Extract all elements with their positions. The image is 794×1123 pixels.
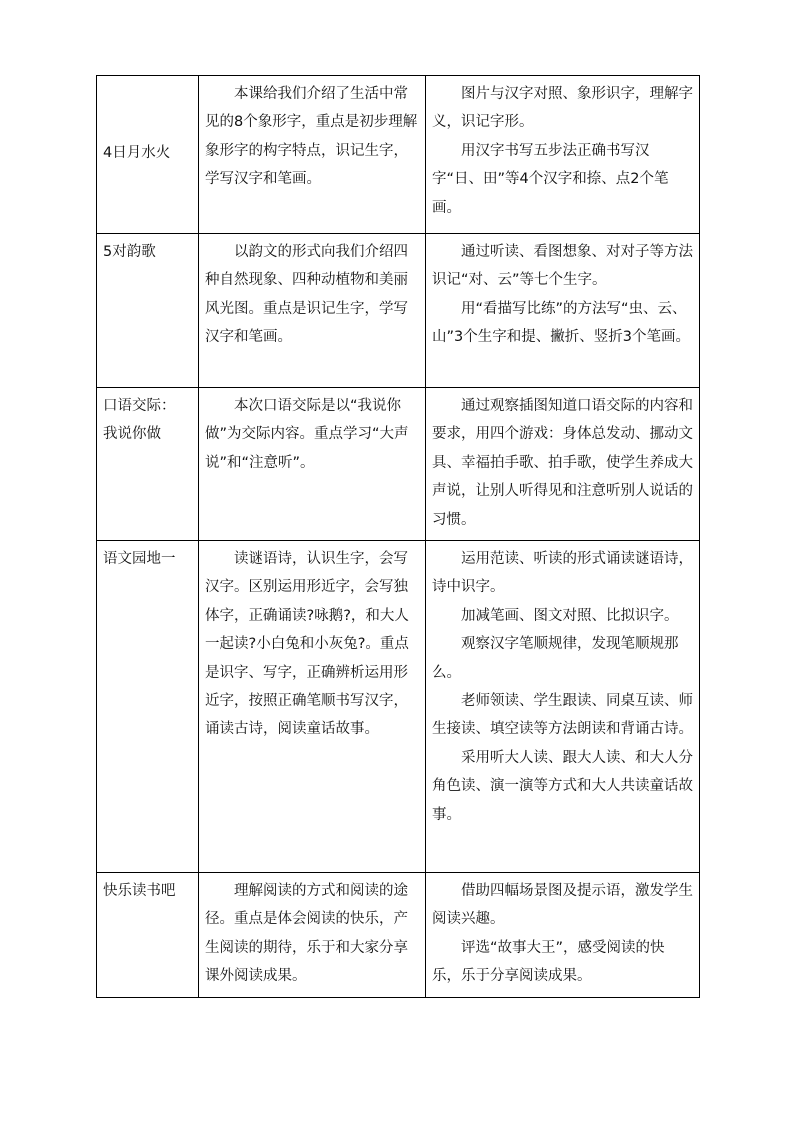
lesson-methods-cell bbox=[426, 873, 700, 998]
method-paragraph: 用“看描写比练”的方法写“虫、云、山”3个生字和提、撇折、竖折3个笔画。 bbox=[432, 300, 690, 346]
lesson-title: 5对韵歌 bbox=[103, 244, 156, 260]
lesson-title: 语文园地一 bbox=[103, 551, 176, 568]
lesson-methods-cell bbox=[426, 76, 700, 234]
lesson-summary-cell bbox=[199, 234, 426, 388]
method-paragraph: 加减笔画、图文对照、比拟识字。 bbox=[461, 607, 679, 624]
method-paragraph: 老师领读、学生跟读、同桌互读、师生接读、填空读等方法朗读和背诵古诗。 bbox=[432, 693, 693, 738]
lesson-summary: 本课给我们介绍了生活中常见的8个象形字，重点是初步理解象形字的构字特点，识记生字，学写汉字和笔画。 bbox=[205, 86, 418, 188]
table-row bbox=[97, 873, 700, 998]
lesson-summary-cell bbox=[199, 541, 426, 873]
method-paragraph: 评选“故事大王”，感受阅读的快乐，乐于分享阅读成果。 bbox=[432, 939, 665, 985]
lesson-title: 口语交际： bbox=[103, 398, 176, 414]
method-paragraph: 通过观察插图知道口语交际的内容和要求，用四个游戏：身体总发动、挪动文具、幸福拍手歌、拍手歌，使学生养成大声说，让别人听得见和注意听别人说话的习惯。 bbox=[432, 398, 693, 528]
lesson-title-cell bbox=[97, 388, 199, 541]
method-paragraph: 运用范读、听读的形式诵读谜语诗，诗中识字。 bbox=[432, 551, 693, 596]
lesson-title-cell bbox=[97, 873, 199, 998]
method-paragraph: 通过听读、看图想象、对对子等方法识记“对、云”等七个生字。 bbox=[432, 244, 693, 289]
table-row bbox=[97, 76, 700, 234]
lesson-title-cell bbox=[97, 234, 199, 388]
lesson-title: 4日月水火 bbox=[103, 145, 171, 162]
method-paragraph: 图片与汉字对照、象形识字，理解字义，识记字形。 bbox=[432, 86, 693, 131]
method-paragraph: 借助四幅场景图及提示语，激发学生阅读兴趣。 bbox=[432, 883, 693, 928]
table-row bbox=[97, 234, 700, 388]
lesson-methods-cell bbox=[426, 541, 700, 873]
method-paragraph: 观察汉字笔顺规律，发现笔顺规那么。 bbox=[432, 636, 679, 681]
lesson-summary-cell bbox=[199, 388, 426, 541]
lesson-summary: 以韵文的形式向我们介绍四种自然现象、四种动植物和美丽风光图。重点是识记生字，学写汉字和笔画。 bbox=[205, 244, 408, 346]
lesson-summary: 理解阅读的方式和阅读的途径。重点是体会阅读的快乐，产生阅读的期待，乐于和大家分享课外阅读成果。 bbox=[205, 883, 408, 985]
lesson-summary-cell bbox=[199, 76, 426, 234]
lesson-summary: 本次口语交际是以“我说你做”为交际内容。重点学习“大声说”和“注意听”。 bbox=[205, 398, 409, 471]
lesson-title-cell bbox=[97, 541, 199, 873]
lesson-plan-table bbox=[96, 75, 700, 998]
lesson-title: 快乐读书吧 bbox=[103, 883, 176, 900]
lesson-methods-cell bbox=[426, 234, 700, 388]
lesson-methods-cell bbox=[426, 388, 700, 541]
lesson-title: 我说你做 bbox=[103, 426, 161, 443]
method-paragraph: 采用听大人读、跟大人读、和大人分角色读、演一演等方式和大人共读童话故事。 bbox=[432, 749, 693, 823]
table-row bbox=[97, 541, 700, 873]
table-row bbox=[97, 388, 700, 541]
lesson-title-cell bbox=[97, 76, 199, 234]
lesson-summary-cell bbox=[199, 873, 426, 998]
lesson-summary: 读谜语诗，认识生字，会写汉字。区别运用形近字，会写独体字，正确诵读?咏鹅?，和大人一起读?小白兔和小灰兔?。重点是识字、写字，正确辨析运用形近字，按照正确笔顺书写汉字，诵读古诗，阅读童话故事。 bbox=[205, 551, 409, 738]
method-paragraph: 用汉字书写五步法正确书写汉字“日、田”等4个汉字和捺、点2个笔画。 bbox=[432, 142, 669, 216]
